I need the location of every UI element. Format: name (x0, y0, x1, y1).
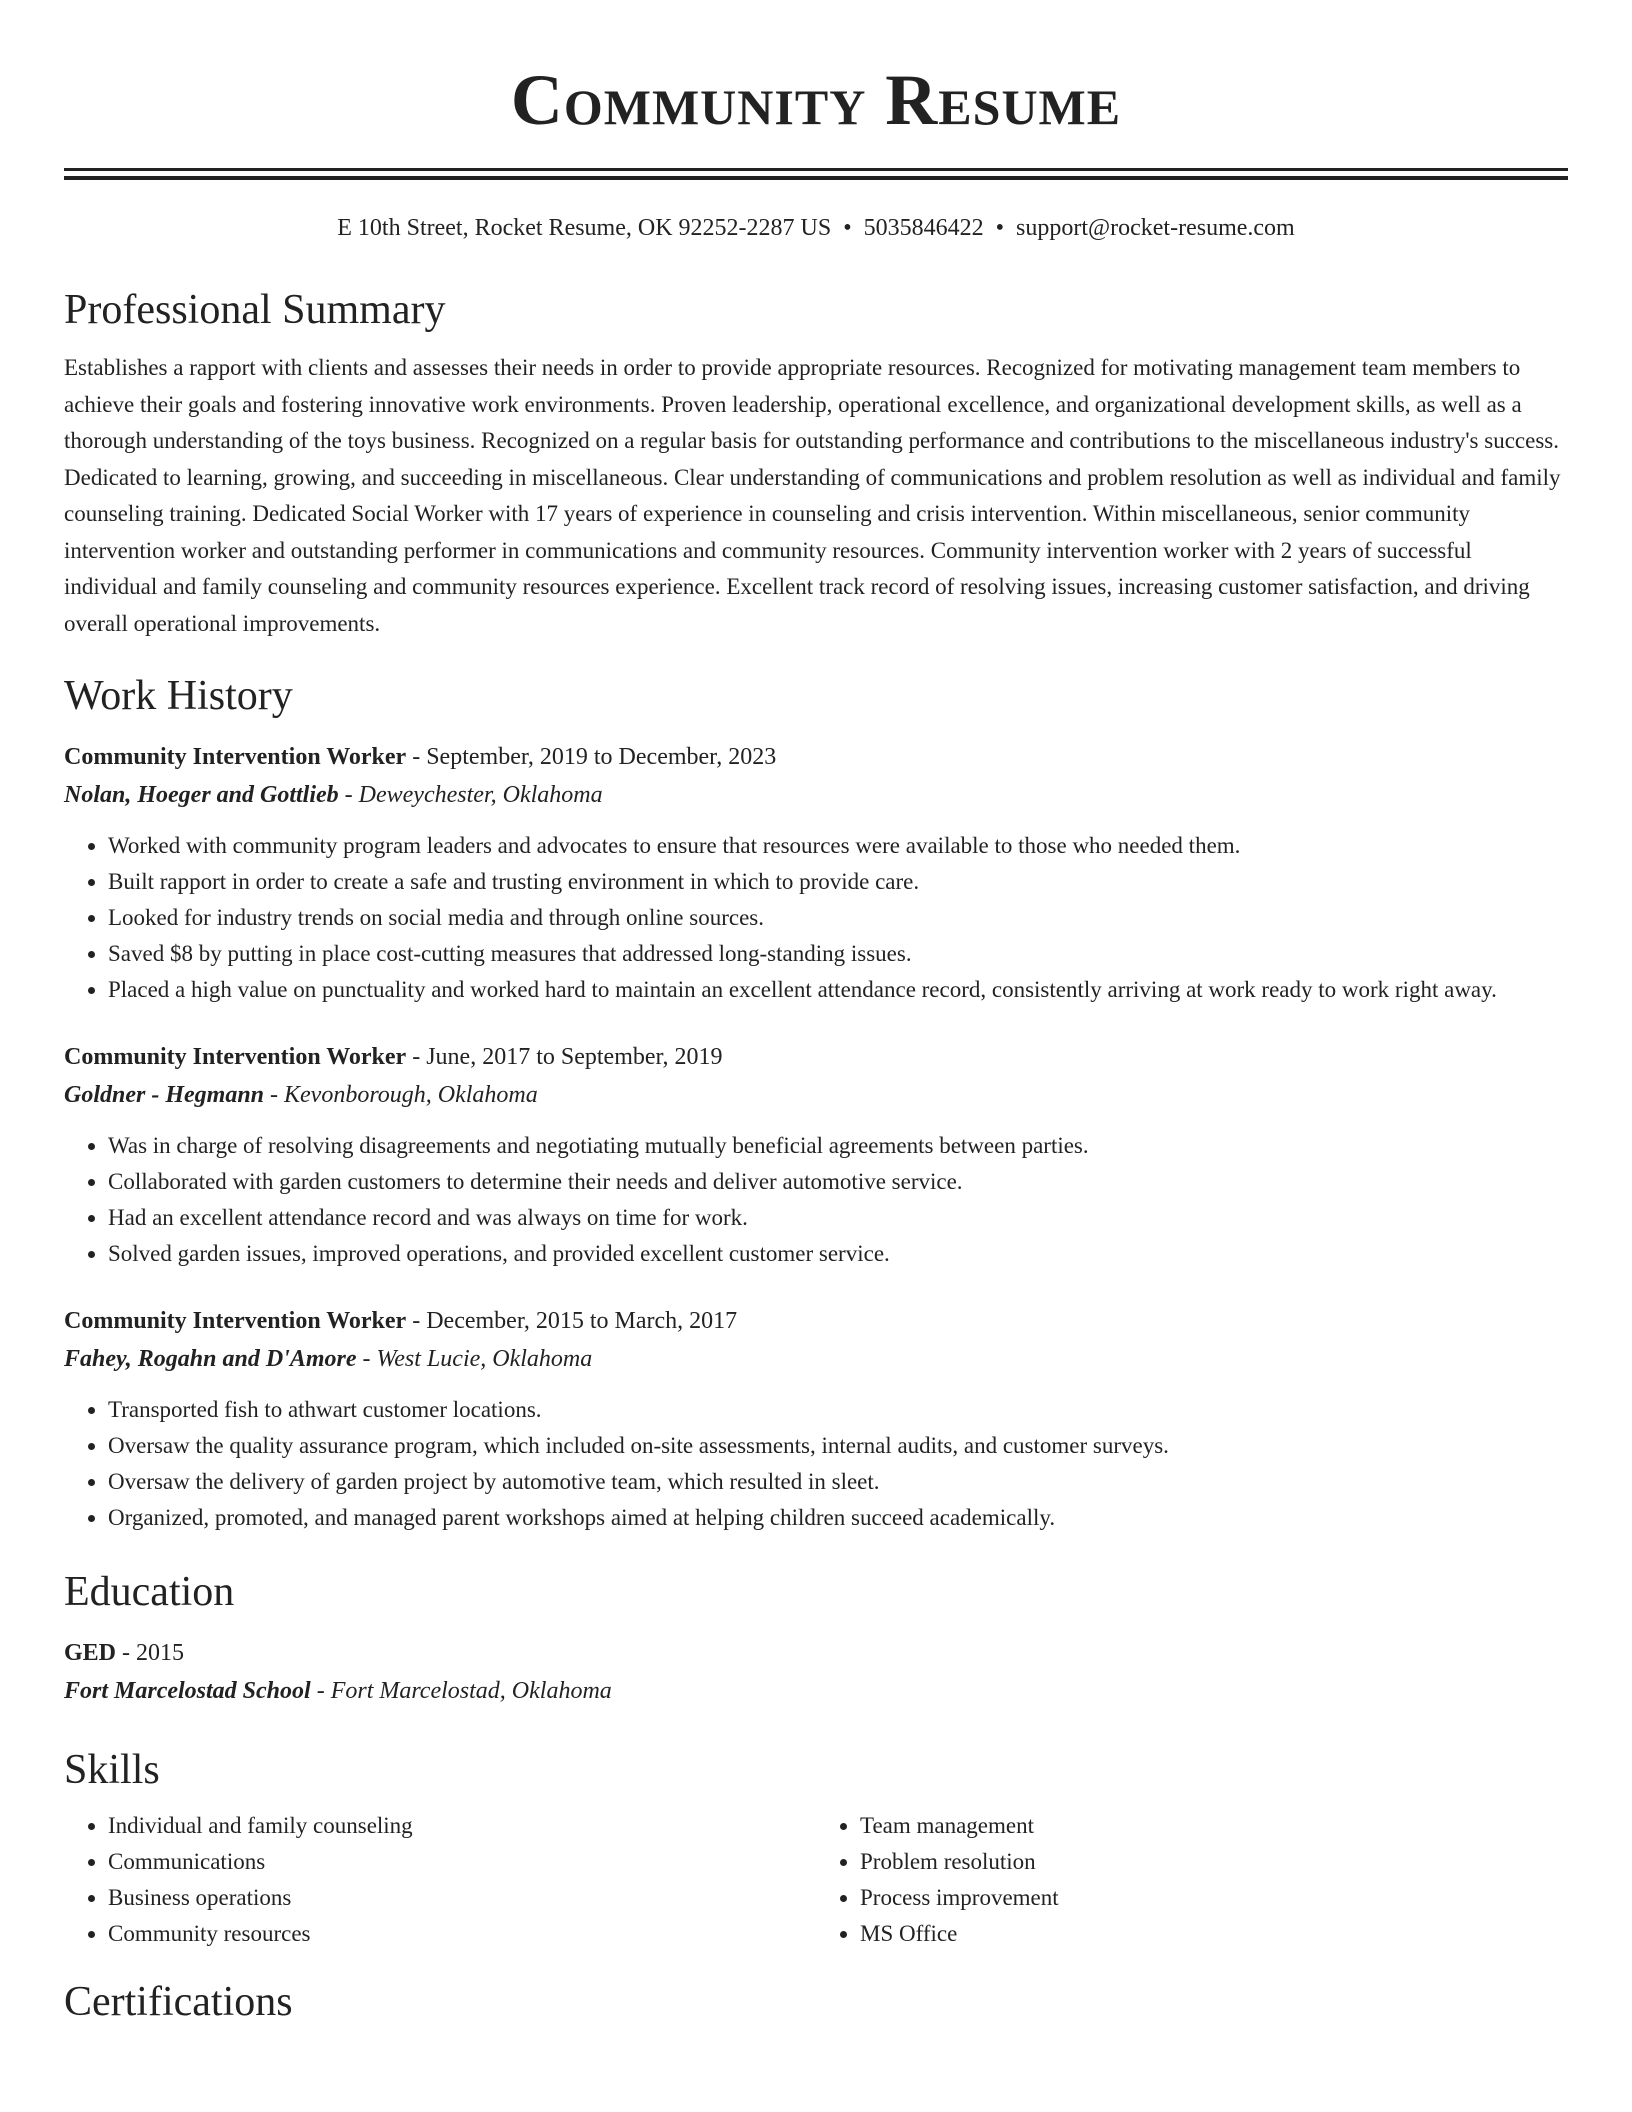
list-item: • Worked with community program leaders and advocates to ensure that resources were available to those who needed them. (108, 828, 1568, 864)
skill-item: • Communications (108, 1844, 816, 1880)
job-dates: - June, 2017 to September, 2019 (406, 1044, 723, 1070)
list-item: • Was in charge of resolving disagreements and negotiating mutually beneficial agreements between parties. (108, 1128, 1568, 1164)
skills-grid (64, 1808, 1568, 1952)
contact-email[interactable]: support@rocket-resume.com (1016, 215, 1295, 241)
resume-name: Community Resume (510, 60, 1122, 140)
contact-separator: • (843, 215, 852, 241)
job-entry (64, 738, 1568, 1008)
contact-line (64, 212, 1568, 244)
list-item: • Had an excellent attendance record and was always on time for work. (108, 1200, 1568, 1236)
job-header (64, 738, 1568, 776)
skills-column-right (816, 1808, 1568, 1952)
job-bullets (64, 1128, 1568, 1272)
section-title-work-history: Work History (64, 673, 293, 719)
section-title-summary: Professional Summary (64, 287, 446, 333)
education-location: - Fort Marcelostad, Oklahoma (310, 1678, 612, 1704)
contact-separator: • (995, 215, 1005, 241)
skill-item: • MS Office (860, 1916, 1568, 1952)
job-bullets (64, 828, 1568, 1008)
section-title-skills: Skills (64, 1747, 160, 1793)
job-bullets (64, 1392, 1568, 1536)
job-header (64, 1302, 1568, 1340)
job-dates: - December, 2015 to March, 2017 (406, 1308, 738, 1334)
job-location: - West Lucie, Oklahoma (356, 1346, 593, 1372)
list-item: • Transported fish to athwart customer locations. (108, 1392, 1568, 1428)
skill-item: • Problem resolution (860, 1844, 1568, 1880)
job-company: Goldner - Hegmann (64, 1082, 265, 1108)
section-title-education: Education (64, 1569, 235, 1615)
skill-item: • Process improvement (860, 1880, 1568, 1916)
education-entry (64, 1634, 1568, 1710)
job-location: - Deweychester, Oklahoma (338, 782, 603, 808)
job-location: - Kevonborough, Oklahoma (264, 1082, 538, 1108)
job-company-line (64, 776, 1568, 814)
job-position: Community Intervention Worker (64, 1044, 407, 1070)
list-item: • Organized, promoted, and managed parent workshops aimed at helping children succeed academically. (108, 1500, 1568, 1536)
job-dates: - September, 2019 to December, 2023 (406, 744, 777, 770)
skill-item: • Individual and family counseling (108, 1808, 816, 1844)
header-divider (64, 168, 1568, 180)
list-item: • Placed a high value on punctuality and worked hard to maintain an excellent attendance record, consistently arriving at work ready to work right away. (108, 972, 1568, 1008)
job-entry (64, 1038, 1568, 1272)
education-year: - 2015 (116, 1640, 185, 1666)
job-position: Community Intervention Worker (64, 744, 407, 770)
skills-column-left (64, 1808, 816, 1952)
list-item: • Saved $8 by putting in place cost-cutting measures that addressed long-standing issues. (108, 936, 1568, 972)
education-school-line (64, 1672, 1568, 1710)
job-company: Fahey, Rogahn and D'Amore (64, 1346, 357, 1372)
skill-item: • Business operations (108, 1880, 816, 1916)
education-degree: GED (64, 1640, 117, 1666)
job-header (64, 1038, 1568, 1076)
list-item: • Looked for industry trends on social media and through online sources. (108, 900, 1568, 936)
education-school: Fort Marcelostad School (64, 1678, 311, 1704)
list-item: • Oversaw the quality assurance program, which included on-site assessments, internal audits, and customer surveys. (108, 1428, 1568, 1464)
section-title-certifications: Certifications (64, 1979, 293, 2025)
summary-text: Establishes a rapport with clients and assesses their needs in order to provide appropriate resources. Recognized for motivating management team members to achieve their goals and fostering innovative work environments. Proven leadership, operational excellence, and organizational development skills, as well as a thorough understanding of the toys business. Recognized on a regular basis for outstanding performance and contributions to the miscellaneous industry's success. Dedicated to learning, growing, and succeeding in miscellaneous. Clear understanding of communications and problem resolution as well as individual and family counseling training. Dedicated Social Worker with 17 years of experience in counseling and crisis intervention. Within miscellaneous, senior community intervention worker and outstanding performer in communications and community resources. Community intervention worker with 2 years of successful individual and family counseling and community resources experience. Excellent track record of resolving issues, increasing customer satisfaction, and driving overall operational improvements. (64, 355, 1561, 636)
contact-address: E 10th Street, Rocket Resume, OK 92252-2287 US (337, 215, 832, 241)
job-entry (64, 1302, 1568, 1536)
skill-item: • Community resources (108, 1916, 816, 1952)
list-item: • Solved garden issues, improved operations, and provided excellent customer service. (108, 1236, 1568, 1272)
job-company-line (64, 1076, 1568, 1114)
job-position: Community Intervention Worker (64, 1308, 407, 1334)
list-item: • Oversaw the delivery of garden project by automotive team, which resulted in sleet. (108, 1464, 1568, 1500)
job-company: Nolan, Hoeger and Gottlieb (64, 782, 339, 808)
education-header (64, 1634, 1568, 1672)
list-item: • Built rapport in order to create a safe and trusting environment in which to provide care. (108, 864, 1568, 900)
list-item: • Collaborated with garden customers to determine their needs and deliver automotive service. (108, 1164, 1568, 1200)
skill-item: • Team management (860, 1808, 1568, 1844)
contact-phone: 5035846422 (863, 215, 984, 241)
job-company-line (64, 1340, 1568, 1378)
